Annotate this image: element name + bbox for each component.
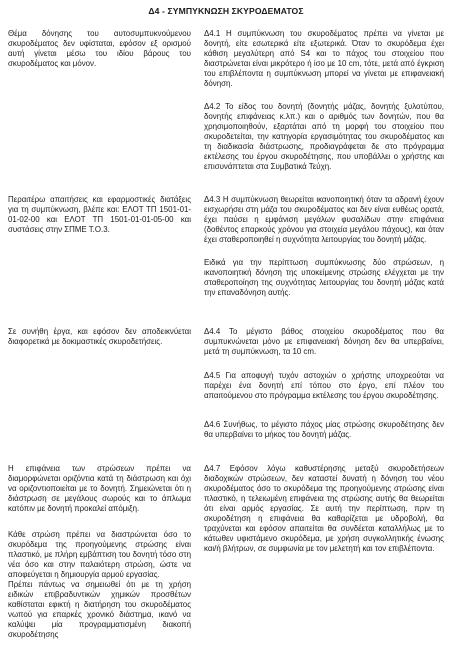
left-paragraph-references: Περαιτέρω απαιτήσεις και εφαρμοστικές διατάξεις για τη συμπύκνωση, βλέπε και: ΕΛΟΤ ΤΠ 1501-01-01-02-00 και ΕΛΟΤ ΤΠ 1501-01-01-05-00 και συστάσεις στην ΣΠΜΕ Τ.Ο.3. [8,195,191,235]
page-title: Δ4 - ΣΥΜΠΥΚΝΩΣΗ ΣΚΥΡΟΔΕΜΑΤΟΣ [148,6,304,16]
left-paragraph-layer-placement: Κάθε στρώση πρέπει να διαστρώνεται όσο το σκυρόδεμα της προηγούμενης στρώσης είναι πλαστικό, με πλήρη εμβάπτιση του δονητή τόσο στη νέα όσο και στην παλαιότερη στρώση, ώστε να αποφεύγεται η δημιουργία αρμού εργασίας. [8,530,191,580]
clause-d4-4: Δ4.4 Το μέγιστο βάθος στοιχείου σκυροδέματος που θα συμπυκνώνεται μόνο με επιφανειακή δόνηση δεν θα υπερβαίνει, μετά τη συμπύκνωση, τα 10 cm. [204,327,444,357]
left-paragraph-common-works: Σε συνήθη έργα, και εφόσον δεν αποδεικνύεται διαφορετικά με δοκιμαστικές σκυροδετήσεις. [8,327,191,347]
left-paragraph-layer-surface: Η επιφάνεια των στρώσεων πρέπει να διαμορφώνεται οριζόντια κατά τη διάστρωση και όχι να οριζοντιοποιείται με το δονητή. Σημειώνεται ότι η διάστρωση σε μεγάλους σωρούς και το άπλωμα κατόπιν με δονητή προκαλεί απόμιξη. [8,464,191,514]
clause-d4-5: Δ4.5 Για αποφυγή τυχόν αστοχιών ο χρήστης υποχρεούται να παρέχει ένα δονητή επί τόπου στο έργο, επί πλέον του απαιτούμενου στο πρόγραμμα εκτέλεσης του έργου σκυροδέτησης. [204,371,444,401]
clause-d4-1: Δ4.1 Η συμπύκνωση του σκυροδέματος πρέπει να γίνεται με δονητή, είτε εσωτερικά είτε εξωτερικά. Όταν το σκυρόδεμα έχει κάθιση μεγαλύτερη από S4 και το πάχος του στοιχείου που διαστρώνεται είναι μικρότερο ή ίσο με 10 cm, τότε, μετά από έγκριση του επιβλέποντα η συμπύκνωση μπορεί να γίνεται με επιφανειακή δόνηση. [204,29,444,89]
clause-d4-3-special: Ειδικά για την περίπτωση συμπύκνωσης δύο στρώσεων, η ικανοποιητική δόνηση της υποκείμενης στρώσης ελέγχεται με την σταθεροποίηση της συχνότητας λειτουργίας του δονητή μάζας κατά την επαναδόνηση αυτής. [204,258,444,298]
clause-d4-7: Δ4.7 Εφόσον λόγω καθυστέρησης μεταξύ σκυροδετήσεων διαδοχικών στρώσεων, δεν καταστεί δυνατή η δόνηση του νέου σκυροδέματος όσο το σκυρόδεμα της προηγούμενης στρώσης είναι πλαστικό, η τελειωμένη επιφάνεια της στρώσης αυτής θα θεωρείται ότι είναι αρμός εργασίας. Σε αυτή την περίπτωση, πριν τη σκυροδέτηση η επιφάνεια θα καθαρίζεται με υδροβολή, θα τραχύνεται και εφόσον απαιτείται θα συνδέεται καταλλήλως με το κάτωθεν υφιστάμενο σκυρόδεμα, με χρήση συγκολλητικής ένωσης και/ή βλήτρων, σε συμφωνία με τον μελετητή και τον επιβλέποντα. [204,464,444,554]
clause-d4-6: Δ4.6 Συνήθως, το μέγιστο πάχος μίας στρώσης σκυροδέτησης δεν θα υπερβαίνει το μήκος του δονητή μάζας. [204,420,444,440]
left-paragraph-retarders: Πρέπει πάντως να σημειωθεί ότι με τη χρήση ειδικών επιβραδυντικών χημικών προσθέτων καθίσταται εφικτή η διατήρηση του σκυροδέματος νωπού για επαρκές χρονικό διάστημα, ικανό να καλύψει μία προγραμματισμένη διακοπή σκυροδέτησης [8,580,191,640]
left-paragraph-intro: Θέμα δόνησης του αυτοσυμπυκνούμενου σκυροδέματος δεν υφίσταται, εφόσον εξ ορισμού αυτή γίνεται μέσω του ιδίου βάρους του σκυροδέματος και μόνον. [8,29,191,69]
clause-d4-2: Δ4.2 Το είδος του δονητή (δονητής μάζας, δονητής ξυλοτύπου, δονητής επιφάνειας κ.λπ.) και ο αριθμός των δονητών, που θα χρησιμοποιηθούν, εξαρτάται από τη μορφή του στοιχείου που σκυροδετείται, την κατηγορία εργασιμότητας του σκυροδέματος και τη διαδικασία διάστρωσης, προδιαγράφεται δε στο πρόγραμμα εκτέλεσης του έργου σκυροδέτησης, που υποβάλλει ο χρήστης και επισυνάπτεται στα Συμβατικά Τεύχη. [204,102,444,172]
clause-d4-3: Δ4.3 Η συμπύκνωση θεωρείται ικανοποιητική όταν τα αδρανή έχουν εισχωρήσει στη μάζα του σκυροδέματος και δεν είναι ευθέως ορατά, έχει παύσει η εμφάνιση μεγάλων φυσαλίδων στην επιφάνεια (δοθέντος επαρκούς χρόνου για στοιχεία μεγάλου πάχους), και όταν έχει σταθεροποιηθεί η συχνότητα λειτουργίας του δονητή μάζας. [204,195,444,245]
